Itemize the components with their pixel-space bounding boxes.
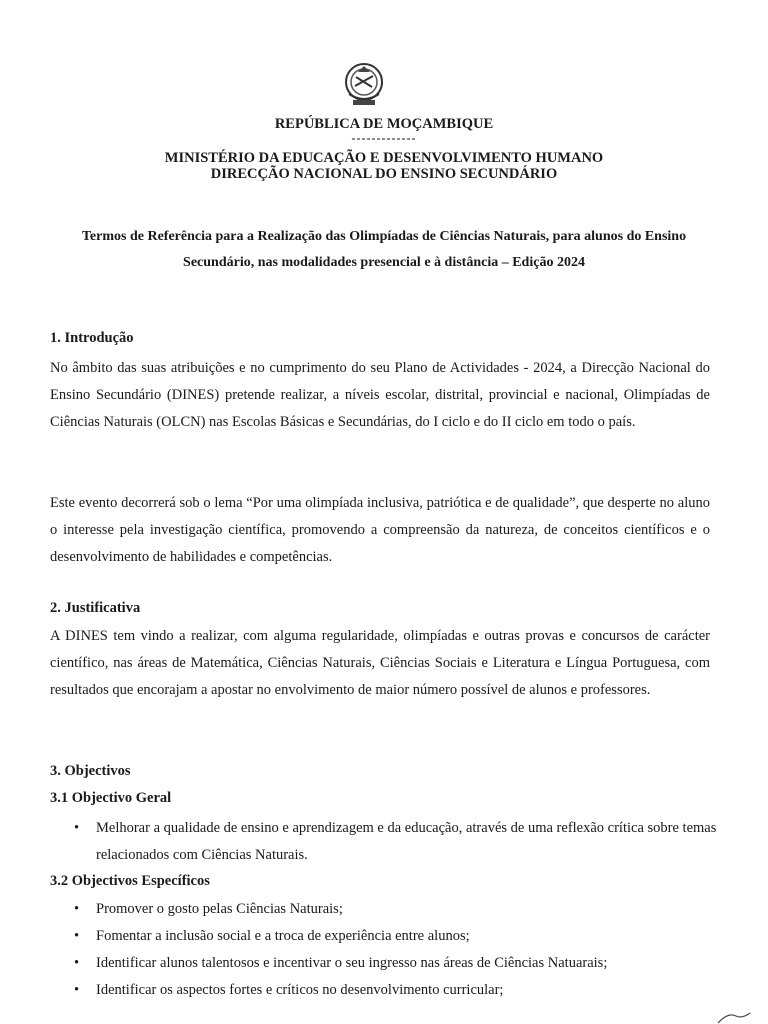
justification-paragraph: A DINES tem vindo a realizar, com alguma regularidade, olimpíadas e outras provas e concursos de carácter científico, nas áreas de Matemática, Ciências Naturais, Ciências Sociais e Literatura e Língua Portuguesa, com resultados que encorajam a apostar no envolvimento de maior número possível de alunos e professores. — [50, 628, 710, 698]
header-separator: ------------- — [351, 131, 417, 145]
bullet-icon: • — [74, 955, 80, 971]
bullet-icon: • — [74, 820, 80, 836]
specific-objectives-list — [60, 896, 720, 1004]
list-item — [60, 896, 720, 923]
subsection-heading-specific: 3.2 Objectivos Específicos — [50, 873, 210, 889]
general-objectives-list — [60, 815, 720, 869]
intro-paragraph-2: Este evento decorrerá sob o lema “Por uma olimpíada inclusiva, patriótica e de qualidade”, que desperte no aluno o interesse pela investigação científica, promovendo a compreensão da natureza, de conceitos científicos e o desenvolvimento de habilidades e competências. — [50, 495, 710, 565]
title-line-1: Termos de Referência para a Realização das Olimpíadas de Ciências Naturais, para alunos do Ensino — [81, 229, 687, 244]
signature-mark-icon — [714, 1010, 754, 1024]
ministry-line-1: MINISTÉRIO DA EDUCAÇÃO E DESENVOLVIMENTO HUMANO — [164, 150, 604, 166]
list-item — [60, 923, 720, 950]
list-item-text: Identificar alunos talentosos e incentivar o seu ingresso nas áreas de Ciências Natuarais; — [96, 955, 608, 971]
ministry-heading — [0, 150, 768, 182]
list-item — [60, 977, 720, 1004]
bullet-icon: • — [74, 901, 80, 917]
list-item — [60, 815, 720, 869]
section-heading-objectives: 3. Objectivos — [50, 763, 131, 779]
bullet-icon: • — [74, 928, 80, 944]
list-item-text: Fomentar a inclusão social e a troca de experiência entre alunos; — [96, 928, 470, 944]
list-item-text: Identificar os aspectos fortes e críticos no desenvolvimento curricular; — [96, 982, 504, 998]
section-heading-justification: 2. Justificativa — [50, 600, 141, 616]
subsection-heading-general: 3.1 Objectivo Geral — [50, 790, 172, 806]
title-line-2: Secundário, nas modalidades presencial e à distância – Edição 2024 — [183, 255, 585, 270]
intro-paragraph-1: No âmbito das suas atribuições e no cumprimento do seu Plano de Actividades - 2024, a Direcção Nacional do Ensino Secundário (DINES) pretende realizar, a níveis escolar, distrital, provincial e nacional, Olimpíadas de Ciências Naturais (OLCN) nas Escolas Básicas e Secundárias, do I ciclo e do II ciclo em todo o país. — [50, 360, 710, 430]
list-item — [60, 950, 720, 977]
bullet-icon: • — [74, 982, 80, 998]
national-emblem-icon — [341, 60, 387, 110]
section-heading-introduction: 1. Introdução — [50, 330, 134, 346]
list-item-text: Promover o gosto pelas Ciências Naturais; — [96, 901, 343, 917]
document-title — [20, 224, 748, 276]
list-item-text: Melhorar a qualidade de ensino e aprendizagem e da educação, através de uma reflexão crítica sobre temas relacionados com Ciências Naturais. — [96, 820, 717, 863]
ministry-line-2: DIRECÇÃO NACIONAL DO ENSINO SECUNDÁRIO — [210, 166, 558, 182]
republic-heading: REPÚBLICA DE MOÇAMBIQUE — [274, 116, 494, 132]
